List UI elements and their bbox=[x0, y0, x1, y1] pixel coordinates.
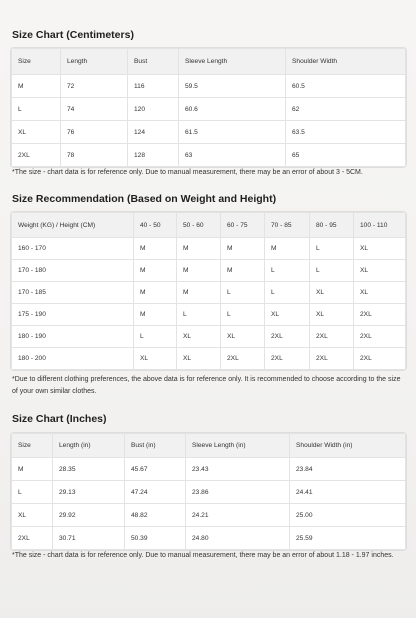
cm-title: Size Chart (Centimeters) bbox=[12, 29, 134, 41]
table-cell: L bbox=[265, 260, 310, 282]
table-cell: 76 bbox=[61, 121, 128, 144]
table-row bbox=[12, 348, 406, 370]
rec-header-col: 50 - 60 bbox=[177, 213, 221, 238]
table-cell: XL bbox=[12, 504, 53, 527]
table-cell: M bbox=[134, 282, 177, 304]
table-cell: 2XL bbox=[265, 348, 310, 370]
table-cell: 180 - 190 bbox=[12, 326, 134, 348]
table-cell: 30.71 bbox=[53, 527, 125, 550]
table-cell: M bbox=[221, 260, 265, 282]
inch-header-shoulder: Shoulder Width (in) bbox=[290, 434, 406, 458]
table-cell: XL bbox=[354, 260, 406, 282]
table-cell: XL bbox=[221, 326, 265, 348]
table-row bbox=[12, 75, 406, 98]
table-cell: 24.21 bbox=[186, 504, 290, 527]
table-cell: XL bbox=[177, 348, 221, 370]
inch-note: *The size - chart data is for reference only. Due to manual measurement, there may be an error of about 1.18 - 1.97 inches. bbox=[12, 552, 394, 559]
table-cell: 116 bbox=[128, 75, 179, 98]
cm-header-shoulder: Shoulder Width bbox=[286, 49, 406, 75]
table-cell: 23.84 bbox=[290, 458, 406, 481]
rec-header-col: 70 - 85 bbox=[265, 213, 310, 238]
table-cell: 72 bbox=[61, 75, 128, 98]
table-cell: M bbox=[221, 238, 265, 260]
table-row bbox=[12, 238, 406, 260]
table-cell: 65 bbox=[286, 144, 406, 167]
table-cell: L bbox=[12, 481, 53, 504]
table-cell: 124 bbox=[128, 121, 179, 144]
table-cell: L bbox=[12, 98, 61, 121]
table-cell: 25.59 bbox=[290, 527, 406, 550]
table-cell: 2XL bbox=[310, 348, 354, 370]
table-cell: 29.13 bbox=[53, 481, 125, 504]
table-cell: M bbox=[177, 282, 221, 304]
inch-header-sleeve: Sleeve Length (in) bbox=[186, 434, 290, 458]
rec-header-weight-height: Weight (KG) / Height (CM) bbox=[12, 213, 134, 238]
cm-note: *The size - chart data is for reference only. Due to manual measurement, there may be an error of about 3 - 5CM. bbox=[12, 169, 363, 176]
table-row bbox=[12, 98, 406, 121]
cm-size-table bbox=[11, 48, 406, 167]
table-row bbox=[12, 121, 406, 144]
rec-header-col: 100 - 110 bbox=[354, 213, 406, 238]
cm-header-size: Size bbox=[12, 49, 61, 75]
table-cell: 24.80 bbox=[186, 527, 290, 550]
table-cell: 120 bbox=[128, 98, 179, 121]
table-cell: 74 bbox=[61, 98, 128, 121]
table-cell: XL bbox=[354, 238, 406, 260]
table-cell: M bbox=[12, 75, 61, 98]
inch-title: Size Chart (Inches) bbox=[12, 413, 107, 425]
table-cell: 48.82 bbox=[125, 504, 186, 527]
table-cell: M bbox=[134, 260, 177, 282]
table-cell: 59.5 bbox=[179, 75, 286, 98]
cm-header-bust: Bust bbox=[128, 49, 179, 75]
rec-header-col: 80 - 95 bbox=[310, 213, 354, 238]
table-cell: 170 - 180 bbox=[12, 260, 134, 282]
table-cell: M bbox=[134, 304, 177, 326]
table-cell: 47.24 bbox=[125, 481, 186, 504]
table-cell: 29.92 bbox=[53, 504, 125, 527]
table-cell: 60.5 bbox=[286, 75, 406, 98]
table-row bbox=[12, 260, 406, 282]
table-cell: 23.86 bbox=[186, 481, 290, 504]
inch-header-row bbox=[12, 434, 406, 458]
cm-header-sleeve: Sleeve Length bbox=[179, 49, 286, 75]
table-cell: 2XL bbox=[221, 348, 265, 370]
table-cell: 63.5 bbox=[286, 121, 406, 144]
cm-header-row bbox=[12, 49, 406, 75]
table-row bbox=[12, 458, 406, 481]
table-cell: 62 bbox=[286, 98, 406, 121]
inch-header-length: Length (in) bbox=[53, 434, 125, 458]
rec-header-col: 60 - 75 bbox=[221, 213, 265, 238]
table-cell: 2XL bbox=[12, 144, 61, 167]
table-cell: 60.6 bbox=[179, 98, 286, 121]
table-cell: 25.00 bbox=[290, 504, 406, 527]
table-cell: 128 bbox=[128, 144, 179, 167]
table-cell: 45.67 bbox=[125, 458, 186, 481]
table-cell: 63 bbox=[179, 144, 286, 167]
table-cell: L bbox=[134, 326, 177, 348]
table-cell: M bbox=[12, 458, 53, 481]
table-cell: M bbox=[177, 260, 221, 282]
recommendation-table bbox=[11, 212, 406, 370]
table-cell: 24.41 bbox=[290, 481, 406, 504]
table-cell: L bbox=[221, 282, 265, 304]
table-cell: 61.5 bbox=[179, 121, 286, 144]
table-row bbox=[12, 504, 406, 527]
rec-header-col: 40 - 50 bbox=[134, 213, 177, 238]
table-cell: L bbox=[221, 304, 265, 326]
inch-size-table bbox=[11, 433, 406, 550]
table-cell: XL bbox=[177, 326, 221, 348]
table-row bbox=[12, 282, 406, 304]
table-cell: XL bbox=[12, 121, 61, 144]
table-cell: 2XL bbox=[12, 527, 53, 550]
table-cell: L bbox=[310, 238, 354, 260]
table-cell: 2XL bbox=[354, 304, 406, 326]
table-cell: 2XL bbox=[354, 326, 406, 348]
table-cell: 175 - 190 bbox=[12, 304, 134, 326]
table-cell: M bbox=[265, 238, 310, 260]
table-cell: 2XL bbox=[265, 326, 310, 348]
cm-header-length: Length bbox=[61, 49, 128, 75]
table-cell: XL bbox=[134, 348, 177, 370]
table-row bbox=[12, 304, 406, 326]
table-cell: M bbox=[177, 238, 221, 260]
recommendation-table-wrapper bbox=[10, 211, 407, 371]
table-cell: 160 - 170 bbox=[12, 238, 134, 260]
table-cell: 28.35 bbox=[53, 458, 125, 481]
table-cell: 2XL bbox=[310, 326, 354, 348]
table-cell: L bbox=[177, 304, 221, 326]
table-cell: 78 bbox=[61, 144, 128, 167]
recommendation-title: Size Recommendation (Based on Weight and Height) bbox=[12, 193, 277, 205]
table-cell: XL bbox=[310, 282, 354, 304]
table-cell: 50.39 bbox=[125, 527, 186, 550]
cm-table-wrapper bbox=[10, 47, 407, 168]
inch-header-bust: Bust (in) bbox=[125, 434, 186, 458]
table-cell: 23.43 bbox=[186, 458, 290, 481]
table-cell: 2XL bbox=[354, 348, 406, 370]
table-cell: 170 - 185 bbox=[12, 282, 134, 304]
table-cell: XL bbox=[310, 304, 354, 326]
table-row bbox=[12, 481, 406, 504]
table-cell: L bbox=[310, 260, 354, 282]
table-cell: L bbox=[265, 282, 310, 304]
inch-header-size: Size bbox=[12, 434, 53, 458]
table-row bbox=[12, 326, 406, 348]
inch-table-wrapper bbox=[10, 432, 407, 551]
recommendation-header-row bbox=[12, 213, 406, 238]
table-row bbox=[12, 527, 406, 550]
recommendation-note: *Due to different clothing preferences, the above data is for reference only. It is recommended to choose according to the size of your own similar clothes. bbox=[12, 376, 401, 395]
table-row bbox=[12, 144, 406, 167]
table-cell: M bbox=[134, 238, 177, 260]
table-cell: XL bbox=[265, 304, 310, 326]
table-cell: XL bbox=[354, 282, 406, 304]
table-cell: 180 - 200 bbox=[12, 348, 134, 370]
